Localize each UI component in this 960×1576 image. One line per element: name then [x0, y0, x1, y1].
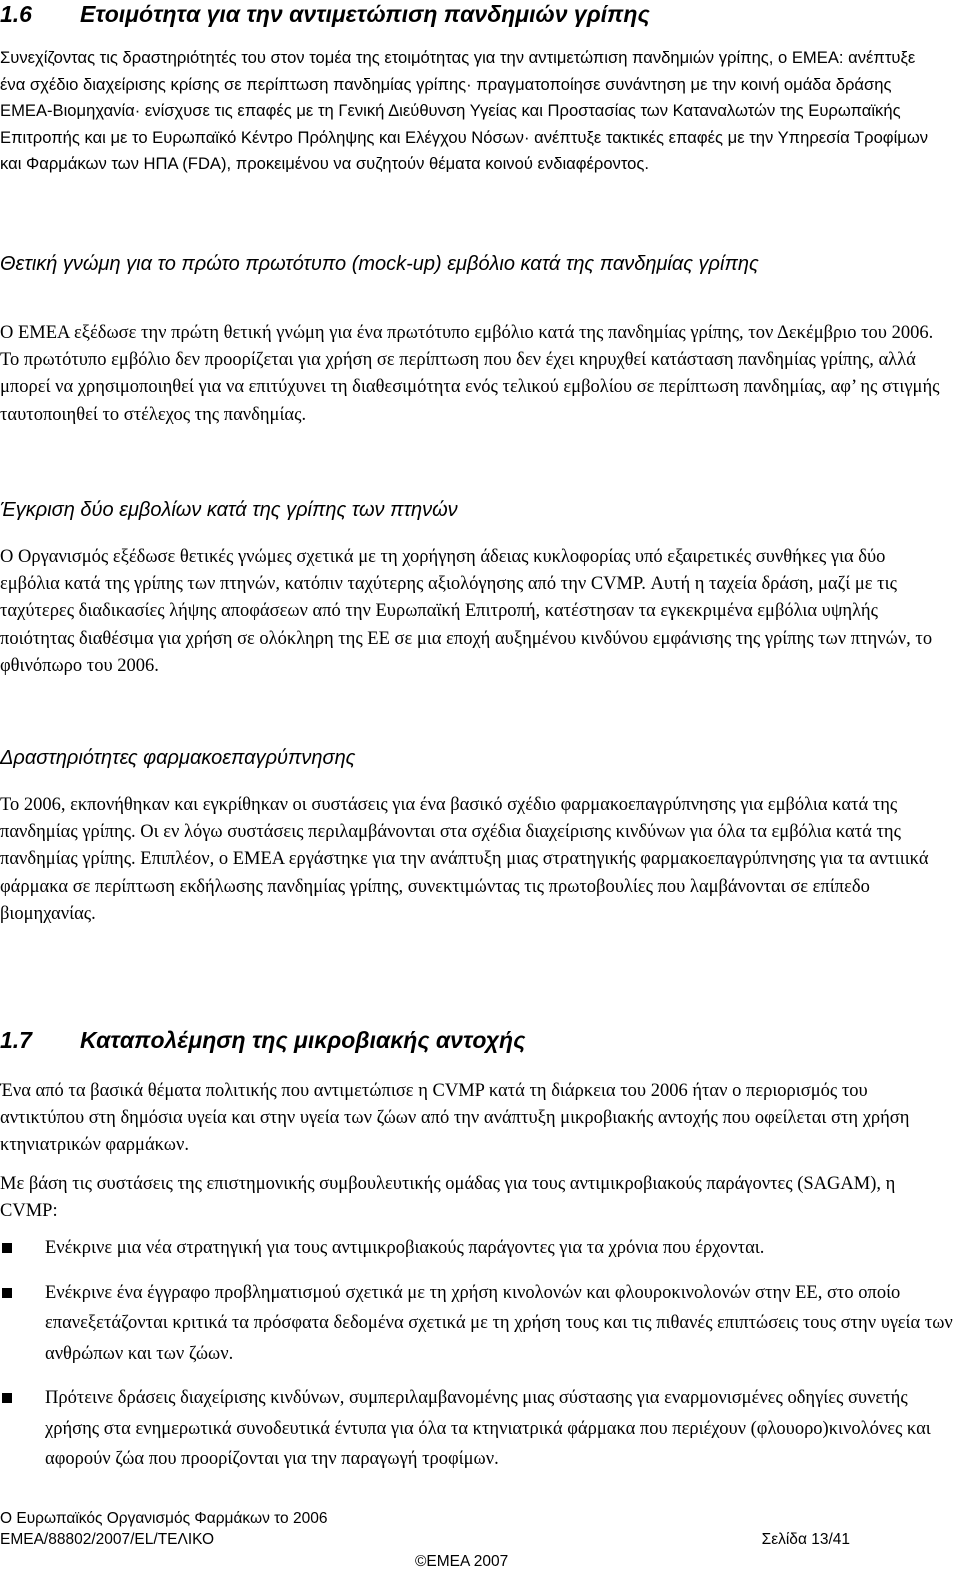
- subheading-pharmacovigilance: Δραστηριότητες φαρμακοεπαγρύπνησης: [0, 747, 356, 769]
- cvmp-actions-list: [0, 1233, 958, 1489]
- footer-copyright: ©EMEA 2007: [415, 1553, 509, 1570]
- list-item: [0, 1278, 958, 1370]
- section-number: 1.7: [0, 1027, 32, 1053]
- section-heading-1-7: [0, 1026, 525, 1054]
- footer-reference-row: [0, 1530, 960, 1550]
- section-title: Καταπολέμηση της μικροβιακής αντοχής: [80, 1027, 526, 1053]
- square-bullet-icon: [2, 1288, 12, 1298]
- footer-page-number: Σελίδα 13/41: [761, 1531, 850, 1548]
- section-number: 1.6: [0, 1, 32, 27]
- paragraph-pharmacovigilance: Το 2006, εκπονήθηκαν και εγκρίθηκαν οι συστάσεις για ένα βασικό σχέδιο φαρμακοεπαγρύπνησης για εμβόλια κατά της πανδημίας γρίπης. Οι εν λόγω συστάσεις περιλαμβάνονται στα σχέδια διαχείρισης κινδύνων για όλα τα εμβόλια κατά της πανδημίας γρίπης. Επιπλέον, ο EMEA εργάστηκε για την ανάπτυξη μιας στρατηγικής φαρμακοεπαγρύπνησης για τα αντιιικά φάρμακα σε περίπτωση εκδήλωσης πανδημίας γρίπης, συνεκτιμώντας τις πρωτοβουλίες που λαμβάνονται σε επίπεδο βιομηχανίας.: [0, 795, 929, 924]
- intro-paragraph: Συνεχίζοντας τις δραστηριότητές του στον τομέα της ετοιμότητας για την αντιμετώπιση πανδημιών γρίπης, ο EMEA: ανέπτυξε ένα σχέδιο διαχείρισης κρίσης σε περίπτωση πανδημίας γρίπης· πραγματοποίησε συνάντηση με την κοινή ομάδα δράσης EMEA-Βιομηχανία· ενίσχυσε τις επαφές με τη Γενική Διεύθυνση Υγείας και Προστασίας των Καταναλωτών της Ευρωπαϊκής Επιτροπής και με το Ευρωπαϊκό Κέντρο Πρόληψης και Ελέγχου Νόσων· ανέπτυξε τακτικές επαφές με την Υπηρεσία Τροφίμων και Φαρμάκων των ΗΠΑ (FDA), προκειμένου να συζητούν θέματα κοινού ενδιαφέροντος.: [0, 48, 929, 174]
- square-bullet-icon: [2, 1243, 12, 1253]
- footer-doc-ref: EMEA/88802/2007/EL/ΤΕΛΙΚΟ: [0, 1531, 215, 1548]
- list-item: [0, 1233, 958, 1264]
- square-bullet-icon: [2, 1393, 12, 1403]
- list-item: [0, 1383, 958, 1475]
- subheading-avian-flu-vaccines: Έγκριση δύο εμβολίων κατά της γρίπης των πτηνών: [0, 499, 458, 521]
- section-title: Ετοιμότητα για την αντιμετώπιση πανδημιών γρίπης: [80, 1, 650, 27]
- subheading-mock-up-vaccine: Θετική γνώμη για το πρώτο πρωτότυπο (mock-up) εμβόλιο κατά της πανδημίας γρίπης: [0, 253, 759, 275]
- paragraph-avian-flu-vaccines: Ο Οργανισμός εξέδωσε θετικές γνώμες σχετικά με τη χορήγηση άδειας κυκλοφορίας υπό εξαιρετικές συνθήκες για δύο εμβόλια κατά της γρίπης των πτηνών, κατόπιν ταχύτερης αξιολόγησης από την CVMP. Αυτή η ταχεία δράση, μαζί με τις ταχύτερες διαδικασίες λήψης αποφάσεων από την Ευρωπαϊκή Επιτροπή, κατέστησαν τα εγκεκριμένα εμβόλια υψηλής ποιότητας διαθέσιμα για χρήση σε ολόκληρη της ΕΕ σε μια εποχή αυξημένου κινδύνου εμφάνισης της γρίπης των πτηνών, το φθινόπωρο του 2006.: [0, 547, 933, 676]
- paragraph-mock-up-vaccine: Ο EMEA εξέδωσε την πρώτη θετική γνώμη για ένα πρωτότυπο εμβόλιο κατά της πανδημίας γρίπης, τον Δεκέμβριο του 2006. Το πρωτότυπο εμβόλιο δεν προορίζεται για χρήση σε περίπτωση που δεν έχει κηρυχθεί κατάσταση πανδημίας γρίπης, αλλά μπορεί να χρησιμοποιηθεί για να επιτύχυνει τη διαθεσιμότητα ενός τελικού εμβολίου σε περίπτωση πανδημίας, αφ’ ης στιγμής ταυτοποιηθεί το στέλεχος της πανδημίας.: [0, 323, 940, 425]
- list-item-text: Ενέκρινε μια νέα στρατηγική για τους αντιμικροβιακούς παράγοντες για τα χρόνια που έρχονται.: [45, 1238, 765, 1258]
- list-item-text: Πρότεινε δράσεις διαχείρισης κινδύνων, συμπεριλαμβανομένης μιας σύστασης για εναρμονισμένες οδηγίες συνετής χρήσης στα ενημερωτικά συνοδευτικά έντυπα για όλα τα κτηνιατρικά φάρμακα που περιέχουν (φλουορο)κινολόνες και αφορούν ζώα που προορίζονται για την παραγωγή τροφίμων.: [45, 1388, 931, 1469]
- footer-report-title: Ο Ευρωπαϊκός Οργανισμός Φαρμάκων το 2006: [0, 1510, 328, 1527]
- section-heading-1-6: [0, 0, 650, 28]
- paragraph-antimicrobial-2: Με βάση τις συστάσεις της επιστημονικής συμβουλευτικής ομάδας για τους αντιμικροβιακούς παράγοντες (SAGAM), η CVMP:: [0, 1174, 896, 1222]
- list-item-text: Ενέκρινε ένα έγγραφο προβληματισμού σχετικά με τη χρήση κινολονών και φλουροκινολονών στην ΕΕ, στο οποίο επανεξετάζονται κριτικά τα πρόσφατα δεδομένα σχετικά με τη χρήση τους και τις πιθανές επιπτώσεις τους στην υγεία των ανθρώπων και των ζώων.: [45, 1282, 953, 1364]
- paragraph-antimicrobial-1: Ένα από τα βασικά θέματα πολιτικής που αντιμετώπισε η CVMP κατά τη διάρκεια του 2006 ήταν ο περιορισμός του αντικτύπου στη δημόσια υγεία και στην υγεία των ζώων από την ανάπτυξη μικροβιακής αντοχής που οφείλεται στη χρήση κτηνιατρικών φαρμάκων.: [0, 1081, 910, 1156]
